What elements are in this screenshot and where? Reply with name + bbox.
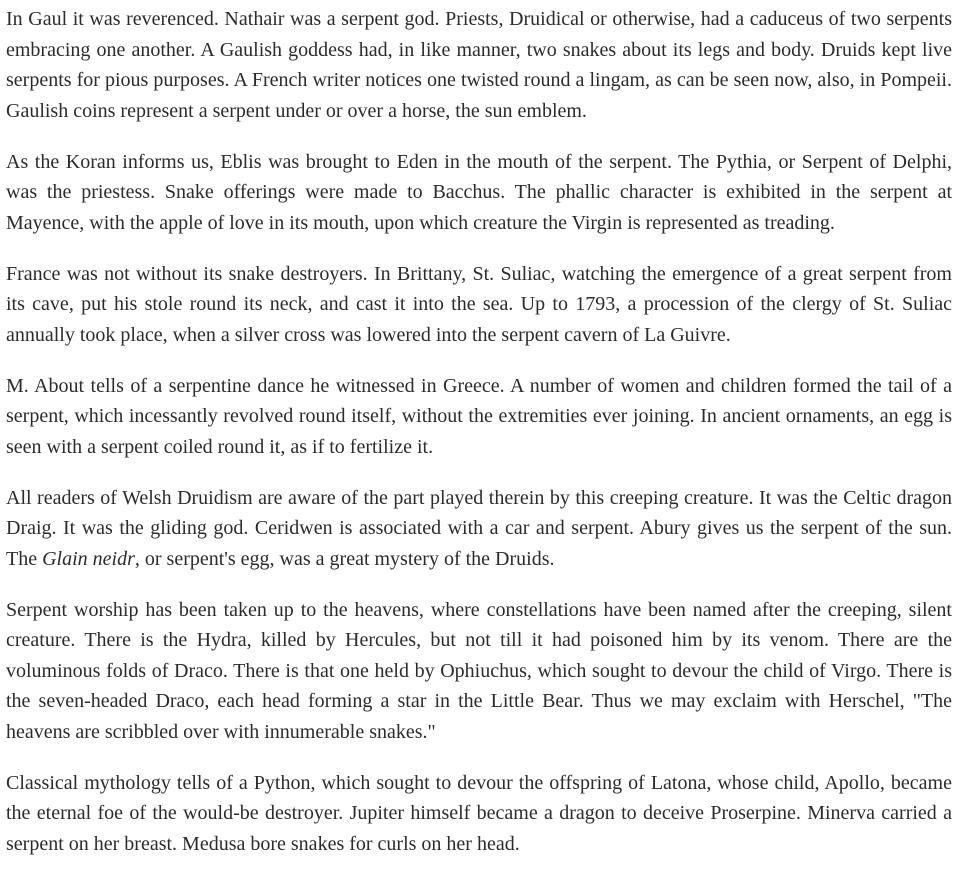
paragraph-koran: As the Koran informs us, Eblis was brought to Eden in the mouth of the serpent. The Pythia, or Serpent of Delphi, was the priestess. Snake offerings were made to Bacchus. The phallic character is exhibited in the serpent at Mayence, with the apple of love in its mouth, upon which creature the Virgin is represented as treading.	[6, 150, 952, 234]
paragraph-gaul: In Gaul it was reverenced. Nathair was a serpent god. Priests, Druidical or otherwise, had a caduceus of two serpents embracing one another. A Gaulish goddess had, in like manner, two snakes about its legs and body. Druids kept live serpents for pious purposes. A French writer notices one twisted round a lingam, as can be seen now, also, in Pompeii. Gaulish coins represent a serpent under or over a horse, the sun emblem.	[6, 8, 952, 122]
paragraph-text-before: All readers of Welsh Druidism are aware of the part played therein by this creeping creature. It was the Celtic dragon Draig. It was the gliding god. Ceridwen is associated with a car and serpent. Abury gives us the serpent of the sun. The	[6, 486, 952, 570]
paragraph-m-about: M. About tells of a serpentine dance he witnessed in Greece. A number of women and children formed the tail of a serpent, which incessantly revolved round itself, without the extremities ever joining. In ancient ornaments, an egg is seen with a serpent coiled round it, as if to fertilize it.	[6, 374, 952, 458]
italic-term-glain-neidr: Glain neidr	[42, 547, 135, 570]
paragraph-welsh-druidism	[6, 483, 952, 575]
paragraph-text-after: , or serpent's egg, was a great mystery of the Druids.	[134, 547, 555, 570]
paragraph-france: France was not without its snake destroyers. In Brittany, St. Suliac, watching the emergence of a great serpent from its cave, put his stole round its neck, and cast it into the sea. Up to 1793, a procession of the clergy of St. Suliac annually took place, when a silver cross was lowered into the serpent cavern of La Guivre.	[6, 262, 952, 346]
paragraph-heavens: Serpent worship has been taken up to the heavens, where constellations have been named after the creeping, silent creature. There is the Hydra, killed by Hercules, but not till it had poisoned him by its venom. There are the voluminous folds of Draco. There is that one held by Ophiuchus, which sought to devour the child of Virgo. There is the seven-headed Draco, each head forming a star in the Little Bear. Thus we may exclaim with Herschel, "The heavens are scribbled over with innumerable snakes."	[6, 598, 952, 743]
paragraph-classical-mythology: Classical mythology tells of a Python, which sought to devour the offspring of Latona, whose child, Apollo, became the eternal foe of the would-be destroyer. Jupiter himself became a dragon to deceive Proserpine. Minerva carried a serpent on her breast. Medusa bore snakes for curls on her head.	[6, 771, 952, 855]
